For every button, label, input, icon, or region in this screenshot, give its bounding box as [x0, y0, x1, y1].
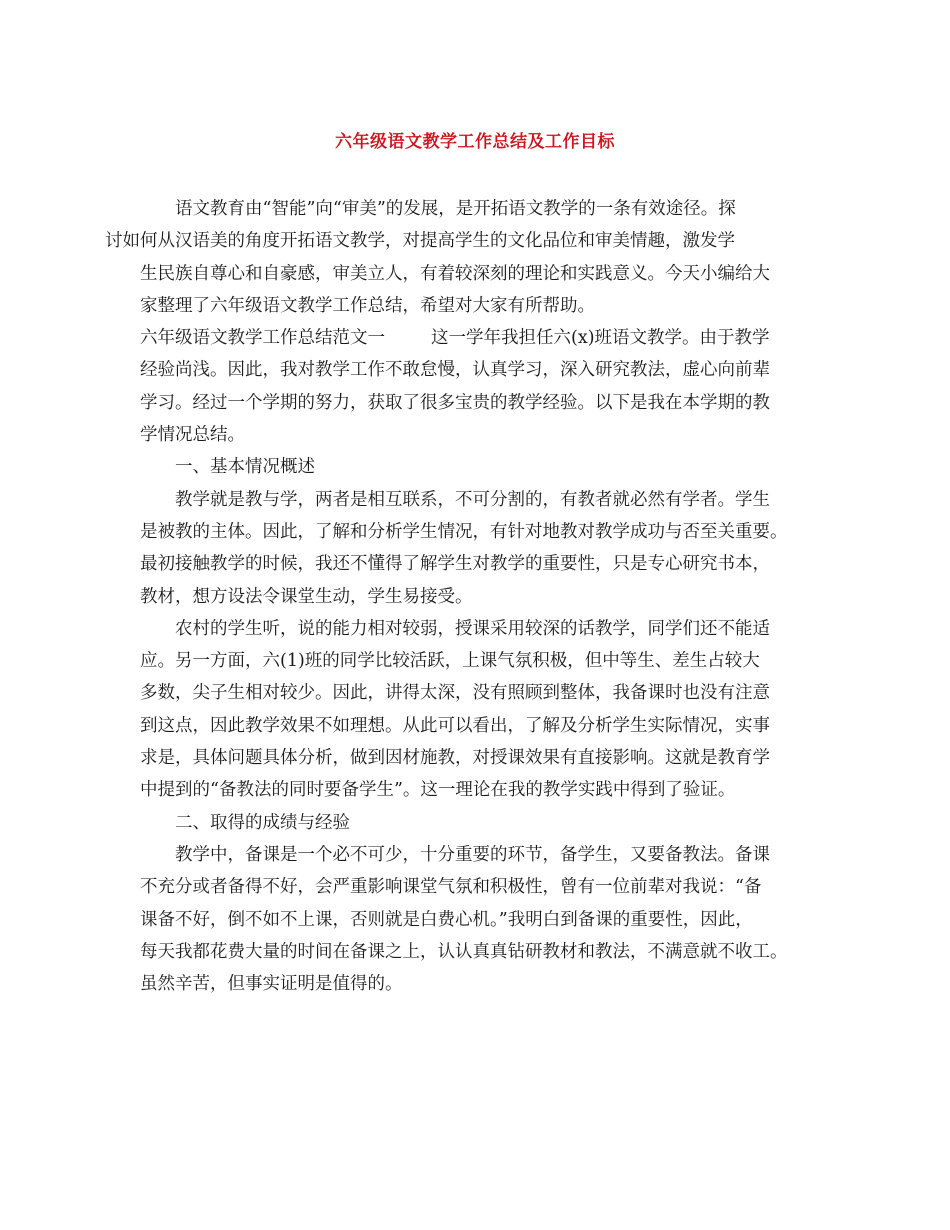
intro-paragraph: [105, 193, 830, 322]
text-line: 教材，想方设法令课堂生动，学生易接受。: [140, 586, 473, 607]
text-line: 应。另一方面，六(1)班的同学比较活跃，上课气氛积极，但中等生、差生占较大: [140, 651, 760, 672]
section-heading-basic-situation: [140, 451, 830, 483]
text-line: 多数，尖子生相对较少。因此，讲得太深，没有照顾到整体，我备课时也没有注意: [140, 683, 770, 704]
text-line: 农村的学生听，说的能力相对较弱，授课采用较深的话教学，同学们还不能适: [175, 618, 770, 639]
section1-paragraph-1: [140, 484, 830, 613]
section-heading: 二、取得的成绩与经验: [175, 812, 350, 833]
text-line: 教学中，备课是一个必不可少，十分重要的环节，备学生，又要备教法。备课: [175, 844, 770, 865]
text-line: 课备不好，倒不如不上课，否则就是白费心机。”我明白到备课的重要性，因此，: [140, 909, 753, 930]
text-line: 经验尚浅。因此，我对教学工作不敢怠慢，认真学习，深入研究教法，虚心向前辈: [140, 360, 770, 381]
text-line: 是被教的主体。因此，了解和分析学生情况，有针对地教对教学成功与否至关重要。: [140, 521, 788, 542]
text-line: 学情况总结。: [140, 425, 245, 446]
text-line: 虽然辛苦，但事实证明是值得的。: [140, 974, 403, 995]
section2-paragraph-1: [140, 839, 830, 1000]
text-line: 求是，具体问题具体分析，做到因材施教，对授课效果有直接影响。这就是教育学: [140, 748, 770, 769]
sample-paragraph: [140, 322, 830, 451]
text-line: 讨如何从汉语美的角度开拓语文教学，对提高学生的文化品位和审美情趣，激发学: [105, 231, 735, 252]
text-line: 语文教育由“智能”向“审美”的发展，是开拓语文教学的一条有效途径。探: [175, 199, 736, 219]
text-line: 中提到的“备教法的同时要备学生”。这一理论在我的教学实践中得到了验证。: [140, 780, 736, 801]
text-line: 到这点，因此教学效果不如理想。从此可以看出，了解及分析学生实际情况，实事: [140, 715, 770, 736]
text-line: 学习。经过一个学期的努力，获取了很多宝贵的教学经验。以下是我在本学期的教: [140, 392, 770, 413]
section-heading: 一、基本情况概述: [175, 457, 315, 478]
document-title: 六年级语文教学工作总结及工作目标: [335, 132, 615, 152]
text-line: 最初接触教学的时候，我还不懂得了解学生对教学的重要性，只是专心研究书本，: [140, 554, 770, 575]
text-line: 不充分或者备得不好，会严重影响课堂气氛和积极性，曾有一位前辈对我说：“备: [140, 877, 762, 898]
sample-heading: 六年级语文教学工作总结范文一: [140, 328, 385, 349]
text-line: 家整理了六年级语文教学工作总结，希望对大家有所帮助。: [140, 295, 595, 316]
document-body: [105, 193, 830, 1000]
text-line: 这一学年我担任六(x)班语文教学。由于教学: [431, 328, 770, 349]
sample-first-line: [140, 322, 830, 354]
text-line: 教学就是教与学，两者是相互联系，不可分割的，有教者就必然有学者。学生: [175, 489, 770, 510]
text-line: 生民族自尊心和自豪感，审美立人，有着较深刻的理论和实践意义。今天小编给大: [140, 263, 770, 284]
text-line: 每天我都花费大量的时间在备课之上，认认真真钻研教材和教法，不满意就不收工。: [140, 941, 788, 962]
section1-paragraph-2: [140, 613, 830, 807]
section-heading-achievements: [140, 807, 830, 839]
